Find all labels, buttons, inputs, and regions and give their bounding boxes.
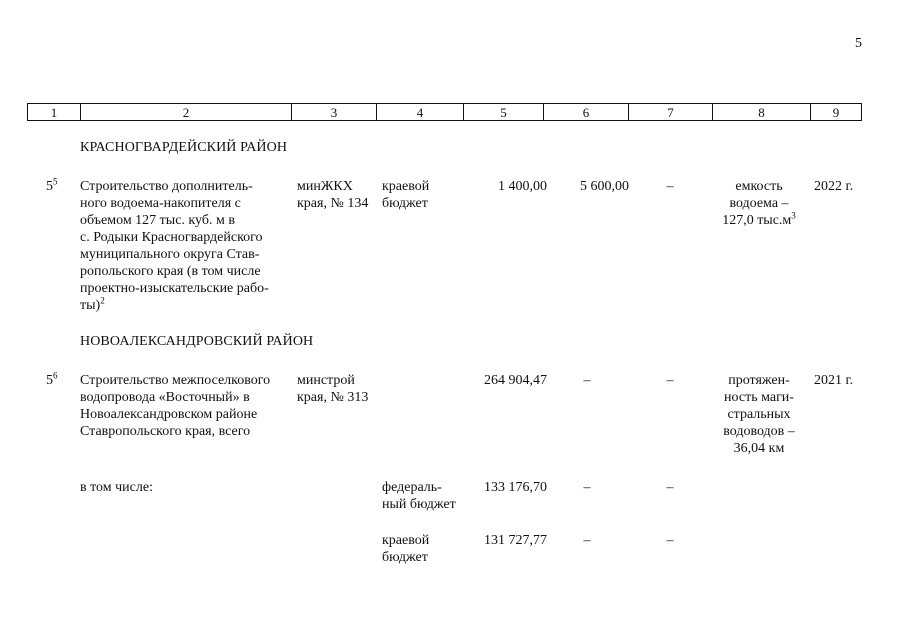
row-col6-value: 5 600,00 [580,179,629,194]
column-header-9: 9 [811,104,862,121]
page-number: 5 [855,36,862,51]
row-indicator: протяжен- ность маги- стральных водоводов – 36,04 км [723,373,795,456]
row-number: $5^5$ [46,176,58,194]
description-line: ного водоема-накопителя с [80,196,241,211]
subrow-col7-value: – [666,480,674,495]
subrow-col6-value: – [583,533,591,548]
description-line: водопровода «Восточный» в [80,390,250,405]
description-line: ропольского края (в том числе [80,264,261,279]
description-line: проектно-изыскательские рабо- [80,281,269,296]
subrow-funding-source: федераль- ный бюджет [382,480,456,512]
row-funding-source: краевой бюджет [382,179,430,211]
row-year: 2022 г. [814,179,854,194]
subrow-col7-value: – [666,533,674,548]
row-description [80,372,290,440]
row-col6-value: – [583,373,591,388]
description-line: Строительство межпоселкового [80,373,271,388]
row-col7-value: – [666,179,674,194]
column-header-table [27,103,862,121]
section-title-novoaleksandrovsky: НОВОАЛЕКСАНДРОВСКИЙ РАЙОН [80,334,314,349]
row-col5-value: 264 904,47 [484,373,547,388]
subrow-col5-value: 131 727,77 [484,533,547,548]
column-header-2: 2 [81,104,292,121]
row-year: 2021 г. [814,373,854,388]
column-header-8: 8 [713,104,811,121]
subrow-funding-source: краевой бюджет [382,533,430,565]
column-header-4: 4 [377,104,464,121]
description-line: муниципального округа Став- [80,247,260,262]
description-line: Новоалександровском районе [80,407,258,422]
row-col5-value: 1 400,00 [498,179,547,194]
subrow-col6-value: – [583,480,591,495]
column-header-6: 6 [544,104,629,121]
row-executor: минстрой края, № 313 [297,373,369,405]
subrow-label: в том числе: [80,480,153,495]
description-line: Строительство дополнитель- [80,179,253,194]
row-col7-value: – [666,373,674,388]
column-header-7: 7 [629,104,713,121]
row-executor: минЖКХ края, № 134 [297,179,369,211]
description-line: ты)$^2$ [80,295,105,313]
column-header-1: 1 [28,104,81,121]
column-header-3: 3 [292,104,377,121]
row-indicator: емкость водоема – 127,0 $тыс.м^3$ [722,179,796,228]
description-line: объемом 127 тыс. куб. м в [80,213,235,228]
description-line: с. Родыки Красногвардейского [80,230,263,245]
column-header-row [28,104,862,121]
row-number: $5^6$ [46,370,58,388]
section-title-krasnogvardeysky: КРАСНОГВАРДЕЙСКИЙ РАЙОН [80,140,288,155]
description-line: Ставропольского края, всего [80,424,251,439]
column-header-5: 5 [464,104,544,121]
row-description [80,178,290,314]
subrow-col5-value: 133 176,70 [484,480,547,495]
